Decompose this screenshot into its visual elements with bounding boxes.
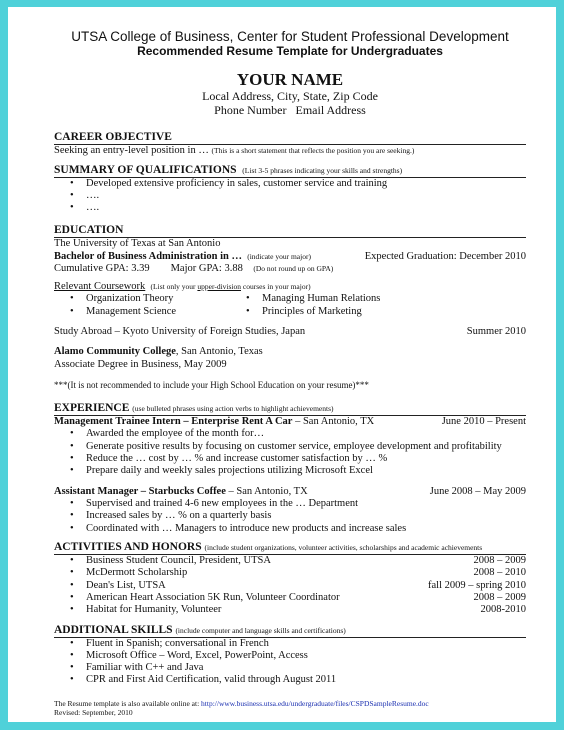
activity-text: • McDermott Scholarship — [86, 567, 188, 579]
coursework-columns — [54, 293, 526, 318]
activity-date: 2008-2010 — [480, 604, 526, 616]
activity-item — [86, 604, 526, 616]
list-item: • Principles of Marketing — [262, 306, 380, 318]
objective-text — [54, 145, 526, 158]
contact-line: Phone Number Email Address — [214, 103, 366, 117]
college2-location: , San Antonio, Texas — [175, 346, 263, 358]
activity-date: 2008 – 2009 — [473, 591, 526, 603]
college2-name: Alamo Community College — [54, 346, 176, 358]
activity-text: • Habitat for Humanity, Volunteer — [86, 604, 222, 616]
header-line1: UTSA College of Business, Center for Student Professional Development — [71, 29, 509, 44]
job-role: Assistant Manager – Starbucks Coffee — [54, 485, 226, 497]
job-bullets — [54, 428, 526, 477]
list-item: • Familiar with C++ and Java — [86, 662, 526, 674]
section-activities — [54, 541, 526, 555]
footer-availability — [54, 699, 526, 708]
section-note: (include computer and language skills and certifications) — [175, 625, 346, 635]
section-note: (include student organizations, volunteer activities, scholarships and academic achievements — [204, 543, 483, 553]
job-location: – San Antonio, TX — [225, 485, 308, 497]
list-item: • Developed extensive proficiency in sales, customer service and training — [86, 178, 526, 190]
gpa-note: (Do not round up on GPA) — [253, 264, 334, 274]
section-career-objective — [54, 131, 526, 145]
college2-row — [54, 346, 526, 359]
activity-item — [86, 555, 526, 567]
coursework-note — [151, 282, 311, 291]
activity-text: • American Heart Association 5K Run, Volunteer Coordinator — [86, 591, 340, 603]
activity-date: 2008 – 2009 — [473, 555, 526, 567]
list-item: • Awarded the employee of the month for… — [86, 428, 526, 440]
job-dates: June 2008 – May 2009 — [429, 485, 526, 497]
resume-page — [8, 7, 556, 722]
graduation-date: Expected Graduation: December 2010 — [364, 250, 526, 262]
section-title: CAREER OBJECTIVE — [54, 131, 172, 143]
section-experience — [54, 402, 526, 416]
list-item: • …. — [86, 202, 526, 214]
degree-note: (indicate your major) — [247, 251, 311, 261]
activity-text: • Dean's List, UTSA — [86, 579, 166, 591]
section-title: ADDITIONAL SKILLS — [54, 623, 173, 636]
section-education — [54, 224, 526, 238]
activity-text: • Business Student Council, President, UTSA — [86, 555, 271, 567]
note-part: upper-division — [197, 281, 241, 291]
college2-degree: Associate Degree in Business, May 2009 — [54, 358, 227, 370]
address-line: Local Address, City, State, Zip Code — [202, 89, 378, 103]
job-role: Management Trainee Intern – Enterprise Rent A Car — [54, 415, 293, 427]
job-location: – San Antonio, TX — [292, 415, 375, 427]
degree-name: Bachelor of Business Administration in … — [54, 250, 242, 262]
job-title — [54, 486, 308, 499]
job-header — [54, 416, 526, 429]
list-item: • CPR and First Aid Certification, valid through August 2011 — [86, 674, 526, 686]
list-item: • …. — [86, 190, 526, 202]
study-abroad: Study Abroad – Kyoto University of Foreign Studies, Japan — [54, 325, 306, 337]
summary-list — [54, 178, 526, 215]
study-abroad-date: Summer 2010 — [466, 325, 526, 337]
study-abroad-row — [54, 326, 526, 339]
list-item: • Coordinated with … Managers to introduce new products and increase sales — [86, 523, 526, 535]
gpa-row — [54, 263, 526, 276]
job-title — [54, 416, 374, 429]
note-part: (List only your — [150, 281, 198, 291]
section-title: EXPERIENCE — [54, 401, 130, 414]
activity-item — [86, 580, 526, 592]
section-note: (use bulleted phrases using action verbs to highlight achievements) — [132, 403, 334, 413]
note-part: courses in your major) — [241, 281, 311, 291]
header-line2: Recommended Resume Template for Undergraduates — [137, 44, 443, 58]
degree-text — [54, 251, 311, 264]
section-title: EDUCATION — [54, 224, 124, 237]
major-gpa: Major GPA: 3.88 — [170, 263, 243, 275]
activity-date: fall 2009 – spring 2010 — [428, 579, 526, 591]
degree-row — [54, 251, 526, 264]
coursework-list-left — [86, 293, 262, 318]
objective-note: (This is a short statement that reflects the position you are seeking.) — [211, 146, 415, 155]
section-title: ACTIVITIES AND HONORS — [54, 541, 202, 554]
section-summary — [54, 164, 526, 178]
coursework-label: Relevant Coursework — [54, 280, 146, 292]
coursework-list-right — [262, 293, 380, 318]
footer — [54, 699, 526, 717]
list-item: • Increased sales by … % on a quarterly basis — [86, 510, 526, 522]
list-item: • Organization Theory — [86, 293, 262, 305]
coursework-row — [54, 281, 526, 294]
activity-item — [86, 567, 526, 579]
footer-text: The Resume template is also available online at: — [54, 698, 202, 708]
activities-list — [54, 555, 526, 616]
skills-list — [54, 638, 526, 687]
job-bullets — [54, 498, 526, 535]
list-item: • Generate positive results by focusing on customer service, employee development and profitability — [86, 441, 526, 453]
list-item: • Fluent in Spanish; conversational in French — [86, 638, 526, 650]
list-item: • Management Science — [86, 306, 262, 318]
list-item: • Microsoft Office – Word, Excel, PowerPoint, Access — [86, 650, 526, 662]
list-item: • Supervised and trained 4-6 new employees in the … Department — [86, 498, 526, 510]
section-note: (List 3-5 phrases indicating your skills and strengths) — [242, 165, 403, 175]
footer-revised: Revised: September, 2010 — [54, 707, 133, 717]
hs-note: ***(It is not recommended to include your High School Education on your resume)*** — [54, 380, 369, 391]
activity-item — [86, 592, 526, 604]
resume-name: YOUR NAME — [236, 70, 344, 89]
list-item: • Reduce the … cost by … % and increase customer satisfaction by … % — [86, 453, 526, 465]
list-item: • Prepare daily and weekly sales projections utilizing Microsoft Excel — [86, 465, 526, 477]
section-skills — [54, 624, 526, 638]
cumulative-gpa: Cumulative GPA: 3.39 — [54, 263, 150, 275]
school-name: The University of Texas at San Antonio — [54, 238, 221, 250]
section-title: SUMMARY OF QUALIFICATIONS — [54, 163, 237, 176]
template-link[interactable]: http://www.business.utsa.edu/undergraduate/files/CSPDSampleResume.doc — [201, 698, 429, 708]
list-item: • Managing Human Relations — [262, 293, 380, 305]
objective-statement: Seeking an entry-level position in … — [54, 145, 212, 156]
job-dates: June 2010 – Present — [441, 415, 526, 427]
activity-date: 2008 – 2010 — [473, 567, 526, 579]
job-header — [54, 486, 526, 499]
